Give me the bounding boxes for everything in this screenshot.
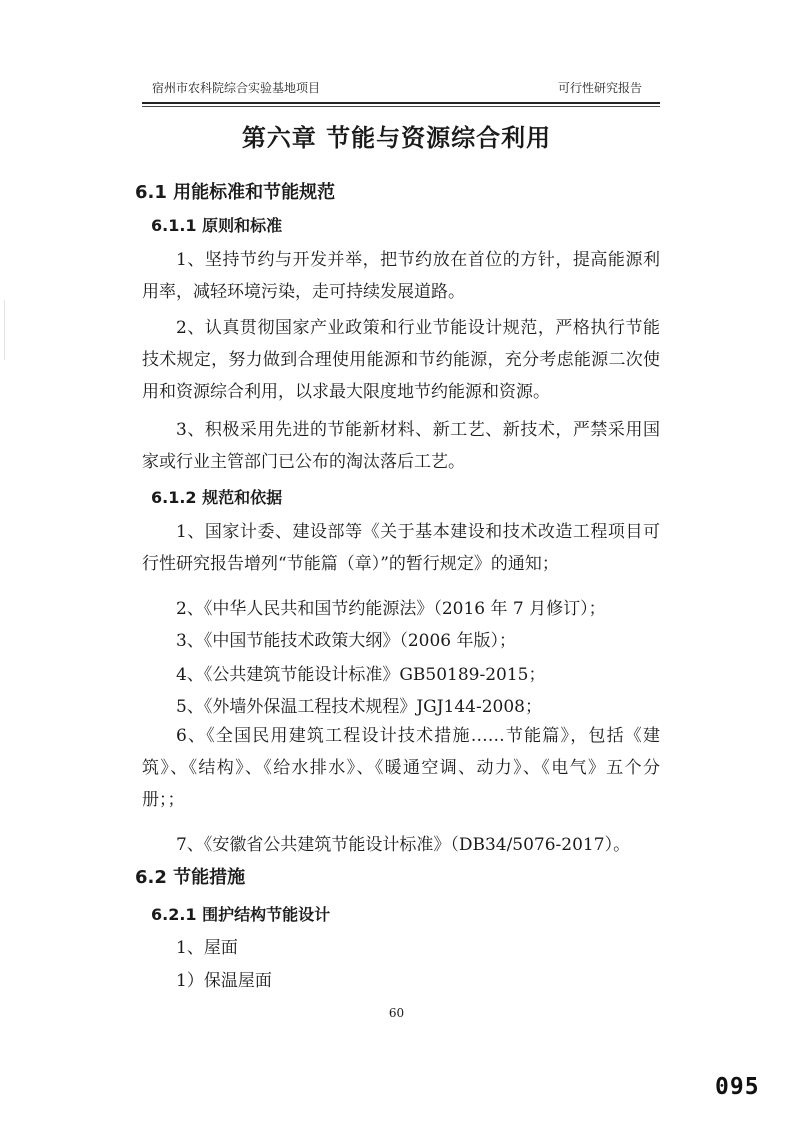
section-6-2-heading: 6.2 节能措施 [135,867,246,888]
principle-paragraph-3: 3、积极采用先进的节能新材料、新工艺、新技术，严禁采用国家或行业主管部门已公布的淘汰落后工艺。 [142,420,660,472]
section-6-1-heading: 6.1 用能标准和节能规范 [135,182,336,203]
section-6-2-1-heading: 6.2.1 围护结构节能设计 [151,905,331,924]
basis-item-4: 4、《公共建筑节能设计标准》GB50189-2015； [176,665,546,685]
header-report-type: 可行性研究报告 [557,81,642,95]
page-stamp: 095 [715,1074,760,1100]
measure-item-roof: 1、屋面 [176,938,238,958]
basis-item-5: 5、《外墙外保温工程技术规程》JGJ144-2008； [176,697,542,717]
header-rule [142,102,660,104]
principle-paragraph-2: 2、认真贯彻国家产业政策和行业节能设计规范，严格执行节能技术规定，努力做到合理使用能源和节约能源，充分考虑能源二次使用和资源综合利用，以求最大限度地节约能源和资源。 [142,318,660,402]
header-project-name: 宿州市农科院综合实验基地项目 [152,81,321,95]
basis-item-6: 6、《全国民用建筑工程设计技术措施……节能篇》，包括《建筑》、《结构》、《给水排水》、《暖通空调、动力》、《电气》五个分册；； [142,726,660,810]
section-6-1-1-heading: 6.1.1 原则和标准 [151,216,283,235]
page-number: 60 [388,1006,405,1020]
basis-item-3: 3、《中国节能技术政策大纲》（2006 年版）； [176,631,516,651]
scan-edge-mark [4,300,5,360]
measure-item-insulated-roof: 1）保温屋面 [176,971,272,991]
basis-item-2: 2、《中华人民共和国节约能源法》（2016 年 7 月修订）； [176,599,606,619]
header-rule-thin [142,106,660,107]
section-6-1-2-heading: 6.1.2 规范和依据 [151,488,283,507]
basis-item-1: 1、国家计委、建设部等《关于基本建设和技术改造工程项目可行性研究报告增列“节能篇（章）”的暂行规定》的通知； [142,522,660,574]
basis-item-7: 7、《安徽省公共建筑节能设计标准》（DB34/5076-2017）。 [176,835,631,855]
chapter-title: 第六章 节能与资源综合利用 [241,124,552,152]
principle-paragraph-1: 1、坚持节约与开发并举，把节约放在首位的方针，提高能源利用率，减轻环境污染，走可持续发展道路。 [142,250,660,302]
